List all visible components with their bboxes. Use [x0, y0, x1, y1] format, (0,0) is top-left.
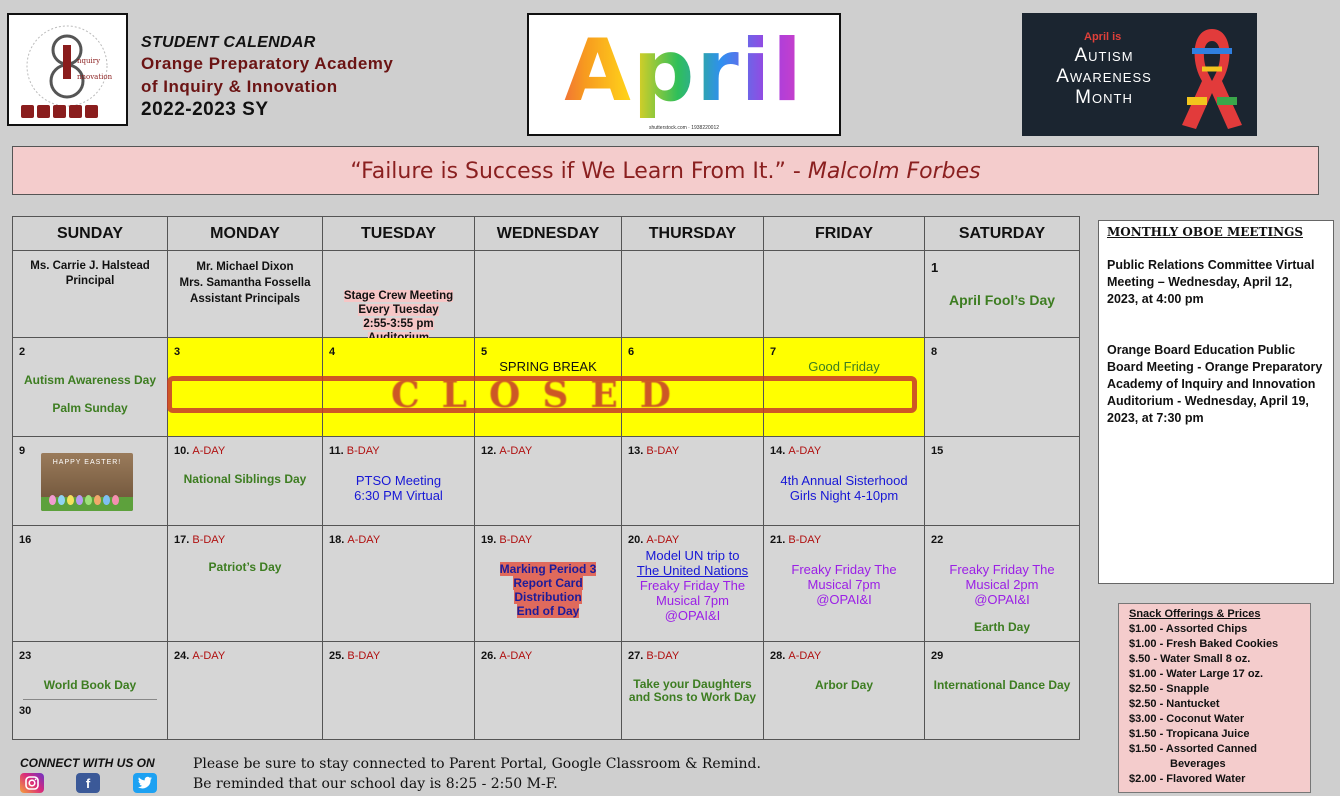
snack-item: $1.00 - Fresh Baked Cookies — [1129, 638, 1279, 650]
day-cell-19 — [475, 526, 622, 642]
day-number: 5 — [481, 346, 488, 358]
day-number: 27. B-DAY — [628, 650, 680, 662]
day-cell-16 — [13, 526, 168, 642]
day-cell-empty-fri — [764, 251, 925, 338]
footer-notice — [193, 754, 761, 794]
day-cell-21 — [764, 526, 925, 642]
day-number: 17. B-DAY — [174, 534, 226, 546]
day-number: 2 — [19, 346, 26, 358]
logo-icon-row — [21, 105, 117, 118]
day-divider — [23, 699, 157, 700]
day-number: 26. A-DAY — [481, 650, 533, 662]
school-year: 2022-2023 SY — [141, 99, 269, 120]
day-type: A-DAY — [788, 445, 822, 457]
day-number: 1 — [931, 260, 939, 275]
easter-image-text: HAPPY EASTER! — [52, 459, 122, 466]
day-cell-18 — [323, 526, 475, 642]
principal-name: Ms. Carrie J. Halstead Principal — [30, 260, 150, 287]
event-take-kids-to-work-day: Take your Daughters and Sons to Work Day — [628, 677, 757, 704]
school-name-line2: of Inquiry & Innovation — [141, 77, 338, 96]
united-nations-link[interactable]: The United Nations — [636, 563, 749, 578]
quote-author: Malcolm Forbes — [807, 159, 981, 184]
day-number: 24. A-DAY — [174, 650, 226, 662]
snack-item: $1.00 - Water Large 17 oz. — [1129, 668, 1264, 680]
event-world-book-day: World Book Day — [43, 678, 137, 692]
school-logo — [7, 13, 128, 126]
weekday-tuesday: TUESDAY — [323, 217, 475, 251]
event-model-un-trip: Model UN trip to — [645, 548, 740, 563]
day-cell-11 — [323, 437, 475, 526]
assistant-principal-1: Mr. Michael Dixon — [196, 261, 294, 273]
day-cell-26 — [475, 642, 622, 740]
snack-item: $.50 - Water Small 8 oz. — [1129, 653, 1251, 665]
oboe-title: MONTHLY OBOE MEETINGS — [1107, 225, 1303, 239]
day-cell-15 — [925, 437, 1080, 526]
event-international-dance-day: International Dance Day — [933, 678, 1071, 692]
day-cell-empty-tue — [323, 251, 475, 338]
day-number: 7 — [770, 346, 777, 358]
day-type: A-DAY — [788, 650, 822, 662]
notice-line-1: Please be sure to stay connected to Parent Portal, Google Classroom & Remind. — [193, 756, 761, 772]
day-number: 25. B-DAY — [329, 650, 381, 662]
day-cell-28 — [764, 642, 925, 740]
day-number: 22 — [931, 534, 944, 546]
week-row-4 — [13, 526, 1080, 642]
closed-stamp-text: CLOSED — [391, 373, 693, 416]
twitter-icon[interactable] — [133, 773, 157, 793]
event-april-fools: April Fool’s Day — [948, 292, 1056, 308]
autism-banner-title: Autism Awareness Month — [1056, 45, 1152, 108]
calendar-label: STUDENT CALENDAR — [141, 34, 316, 51]
snack-item: $1.50 - Assorted Canned — [1129, 743, 1257, 755]
day-type: A-DAY — [646, 534, 680, 546]
day-type: A-DAY — [347, 534, 381, 546]
day-cell-1 — [925, 251, 1080, 338]
snack-item: $2.50 - Nantucket — [1129, 698, 1220, 710]
logo-emblem-icon — [19, 23, 116, 109]
day-type: B-DAY — [499, 534, 533, 546]
day-cell-29 — [925, 642, 1080, 740]
weekday-saturday: SATURDAY — [925, 217, 1080, 251]
day-cell-14 — [764, 437, 925, 526]
day-type: A-DAY — [192, 445, 226, 457]
event-autism-awareness-day: Autism Awareness Day — [23, 373, 157, 387]
connect-label: CONNECT WITH US ON — [20, 756, 155, 770]
day-number: 14. A-DAY — [770, 445, 822, 457]
snack-item: $2.50 - Snapple — [1129, 683, 1210, 695]
day-type: A-DAY — [192, 650, 226, 662]
snack-item: $2.00 - Flavored Water — [1129, 773, 1246, 785]
closed-stamp — [167, 373, 917, 416]
weekday-wednesday: WEDNESDAY — [475, 217, 622, 251]
quote-banner — [12, 146, 1319, 195]
day-number: 20. A-DAY — [628, 534, 680, 546]
day-cell-22 — [925, 526, 1080, 642]
week-row-1 — [13, 251, 1080, 338]
day-number: 11. B-DAY — [329, 445, 380, 457]
easter-eggs-icon — [49, 495, 119, 505]
week-row-5 — [13, 642, 1080, 740]
day-number-30: 30 — [19, 705, 32, 717]
event-palm-sunday: Palm Sunday — [52, 401, 128, 415]
day-cell-empty-wed — [475, 251, 622, 338]
event-sisterhood-girls-night: 4th Annual Sisterhood Girls Night 4-10pm — [780, 473, 908, 503]
event-spring-break: SPRING BREAK — [499, 359, 597, 374]
autism-awareness-banner — [1022, 13, 1257, 136]
weekday-monday: MONDAY — [168, 217, 323, 251]
assistant-principal-2: Mrs. Samantha Fossella — [179, 277, 311, 289]
svg-text:nquiry: nquiry — [77, 57, 101, 65]
weekday-thursday: THURSDAY — [622, 217, 764, 251]
day-cell-27 — [622, 642, 764, 740]
day-cell-24 — [168, 642, 323, 740]
day-cell-9 — [13, 437, 168, 526]
day-type: B-DAY — [788, 534, 822, 546]
day-cell-2 — [13, 338, 168, 437]
day-type: B-DAY — [346, 445, 380, 457]
day-cell-10 — [168, 437, 323, 526]
snack-item-continued: Beverages — [1170, 758, 1226, 770]
day-number: 10. A-DAY — [174, 445, 226, 457]
svg-text:nnovation: nnovation — [77, 73, 113, 81]
day-number: 9 — [19, 445, 26, 457]
snack-item: $1.00 - Assorted Chips — [1129, 623, 1248, 635]
day-cell-8 — [925, 338, 1080, 437]
assistant-principals-label: Assistant Principals — [190, 293, 300, 305]
day-number: 28. A-DAY — [770, 650, 822, 662]
day-type: A-DAY — [499, 650, 533, 662]
day-type: B-DAY — [347, 650, 381, 662]
snack-title: Snack Offerings & Prices — [1129, 608, 1261, 620]
day-cell-13 — [622, 437, 764, 526]
event-good-friday: Good Friday — [808, 359, 880, 374]
school-title-block — [141, 34, 393, 121]
day-number: 18. A-DAY — [329, 534, 381, 546]
day-type: B-DAY — [646, 650, 680, 662]
day-number: 29 — [931, 650, 944, 662]
image-credit: shutterstock.com · 1938220012 — [648, 125, 720, 131]
snack-item: $1.50 - Tropicana Juice — [1129, 728, 1250, 740]
day-number: 6 — [628, 346, 635, 358]
oboe-meeting-2: Orange Board Education Public Board Meeting - Orange Preparatory Academy of Inquiry and Innovation Auditorium - Wednesday, April 19, 2023, at 7:30 pm — [1107, 343, 1323, 425]
school-name-line1: Orange Preparatory Academy — [141, 54, 394, 73]
oboe-meeting-1: Public Relations Committee Virtual Meeting – Wednesday, April 12, 2023, at 4:00 pm — [1107, 258, 1315, 306]
day-number: 13. B-DAY — [628, 445, 680, 457]
day-type: B-DAY — [192, 534, 226, 546]
day-cell-empty-sun — [13, 251, 168, 338]
day-cell-25 — [323, 642, 475, 740]
event-freaky-friday-sat: Freaky Friday The Musical 2pm @OPAI&I — [949, 562, 1055, 607]
event-report-card-distribution: Marking Period 3 Report Card Distribution End of Day — [499, 562, 597, 618]
notice-line-2: Be reminded that our school day is 8:25 - 2:50 M-F. — [193, 776, 558, 792]
autism-banner-small: April is — [1084, 31, 1122, 43]
event-arbor-day: Arbor Day — [814, 678, 873, 692]
day-cell-17 — [168, 526, 323, 642]
weekday-friday: FRIDAY — [764, 217, 925, 251]
april-banner-image — [527, 13, 841, 136]
oboe-meetings-panel — [1098, 220, 1334, 584]
puzzle-ribbon-icon — [1172, 21, 1252, 133]
day-number: 21. B-DAY — [770, 534, 822, 546]
snack-price-list — [1118, 603, 1311, 793]
day-cell-empty-thu — [622, 251, 764, 338]
day-cell-23-30 — [13, 642, 168, 740]
event-patriots-day: Patriot’s Day — [208, 560, 282, 574]
day-cell-12 — [475, 437, 622, 526]
facebook-icon[interactable]: f — [76, 773, 100, 793]
day-number: 4 — [329, 346, 336, 358]
instagram-icon[interactable] — [20, 773, 44, 793]
easter-image — [41, 453, 133, 511]
day-cell-empty-mon — [168, 251, 323, 338]
event-ptso-meeting: PTSO Meeting 6:30 PM Virtual — [354, 473, 443, 503]
day-number: 16 — [19, 534, 32, 546]
day-number: 12. A-DAY — [481, 445, 533, 457]
event-national-siblings-day: National Siblings Day — [183, 472, 307, 486]
day-type: B-DAY — [646, 445, 680, 457]
stage-crew-note: Stage Crew Meeting Every Tuesday 2:55-3:55 pm — [344, 290, 453, 344]
april-word: April — [529, 21, 839, 121]
day-number: 19. B-DAY — [481, 534, 533, 546]
april-calendar-table — [12, 216, 1080, 740]
day-number: 8 — [931, 346, 938, 358]
day-type: A-DAY — [499, 445, 533, 457]
weekday-header-row — [13, 217, 1080, 251]
day-number: 15 — [931, 445, 944, 457]
day-number: 3 — [174, 346, 181, 358]
weekday-sunday: SUNDAY — [13, 217, 168, 251]
event-freaky-friday-thu: Freaky Friday The Musical 7pm @OPAI&I — [639, 578, 746, 623]
snack-item: $3.00 - Coconut Water — [1129, 713, 1245, 725]
day-cell-20 — [622, 526, 764, 642]
event-earth-day: Earth Day — [973, 620, 1031, 634]
quote-text: “Failure is Success if We Learn From It.” - — [350, 159, 801, 184]
event-freaky-friday-fri: Freaky Friday The Musical 7pm @OPAI&I — [791, 562, 897, 607]
week-row-3 — [13, 437, 1080, 526]
day-number: 23 — [19, 650, 32, 662]
